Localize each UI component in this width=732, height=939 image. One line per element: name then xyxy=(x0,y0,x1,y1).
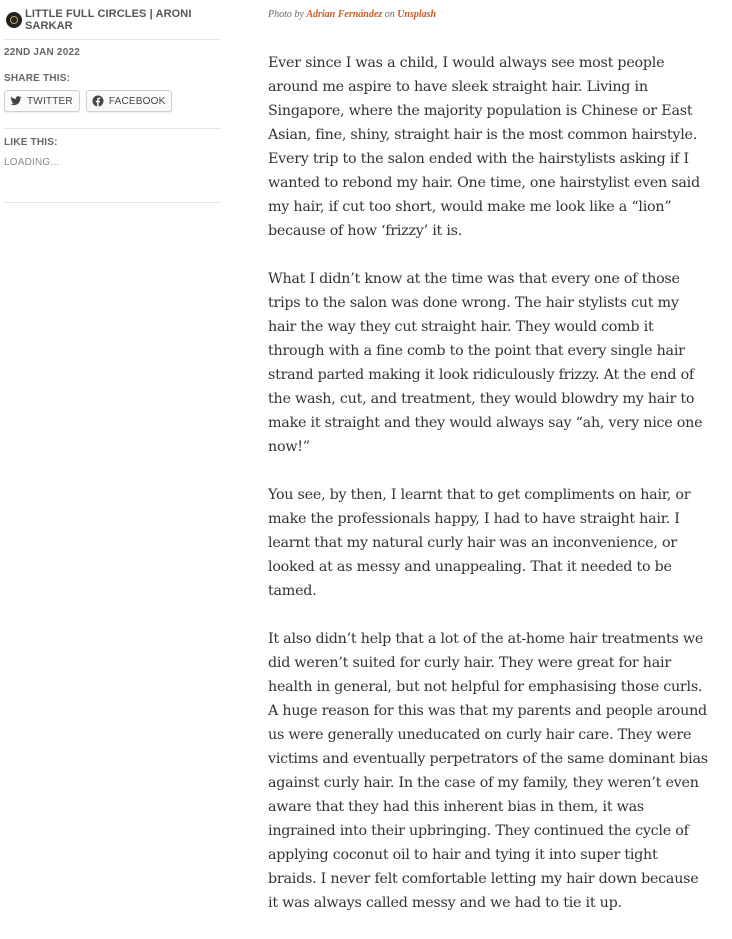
article-paragraph: It also didn’t help that a lot of the at-home hair treatments we did weren’t suited for curly hair. They were great for hair health in general, but not helpful for emphasising those curls. A huge reason for this was that my parents and people around us were generally uneducated on curly hair care. They were victims and eventually perpetrators of the same dominant bias against curly hair. In the case of my family, they weren’t even aware that they had this inherent bias in them, it was ingrained into their upbringing. They continued the cycle of applying coconut oil to hair and tying it into super tight braids. I never felt comfortable letting my hair down because it was always called messy and we had to tie it up. xyxy=(268,631,708,911)
unsplash-link[interactable]: Unsplash xyxy=(397,9,437,20)
article-paragraph: What I didn’t know at the time was that every one of those trips to the salon was done wrong. The hair stylists cut my hair the way they cut straight hair. They would comb it through with a fine comb to the point that every single hair strand parted making it look ridiculously frizzy. At the end of the wash, cut, and treatment, they would blowdry my hair to make it straight and they would always say “ah, very nice one now!” xyxy=(268,271,703,455)
twitter-share-button[interactable] xyxy=(4,90,80,112)
twitter-icon xyxy=(10,95,22,107)
photo-credit xyxy=(268,9,708,25)
facebook-icon xyxy=(92,95,104,107)
article-content xyxy=(268,0,708,939)
share-title: SHARE THIS: xyxy=(4,73,71,84)
article-body xyxy=(268,51,708,915)
credit-middle: on xyxy=(384,9,395,20)
article-paragraph: Ever since I was a child, I would always see most people around me aspire to have sleek straight hair. Living in Singapore, where the majority population is Chinese or East Asian, fine, shiny, straight hair is the most common hairstyle. Every trip to the salon ended with the hairstylists asking if I wanted to rebond my hair. One time, one hairstylist even said my hair, if cut too short, would make me look like a “lion” because of how ‘frizzy’ it is. xyxy=(268,55,700,239)
divider xyxy=(4,128,221,129)
avatar[interactable] xyxy=(6,12,22,28)
like-title: LIKE THIS: xyxy=(4,137,58,148)
credit-prefix: Photo by xyxy=(268,9,304,20)
article-paragraph: You see, by then, I learnt that to get compliments on hair, or make the professionals happy, I had to have straight hair. I learnt that my natural curly hair was an inconvenience, or looked at as messy and unappealing. That it needed to be tamed. xyxy=(268,487,691,599)
share-buttons xyxy=(4,90,221,112)
twitter-label: TWITTER xyxy=(27,95,73,107)
like-loading: LOADING... xyxy=(4,157,60,168)
photographer-link[interactable]: Adrian Fernández xyxy=(306,9,383,20)
author-link[interactable]: LITTLE FULL CIRCLES | ARONI SARKAR xyxy=(25,8,192,32)
post-sidebar xyxy=(4,8,221,203)
facebook-share-button[interactable] xyxy=(86,90,173,112)
facebook-label: FACEBOOK xyxy=(108,95,166,107)
divider xyxy=(4,38,221,40)
post-date: 22ND JAN 2022 xyxy=(4,47,80,58)
author-row[interactable] xyxy=(4,8,221,32)
divider xyxy=(4,202,221,203)
